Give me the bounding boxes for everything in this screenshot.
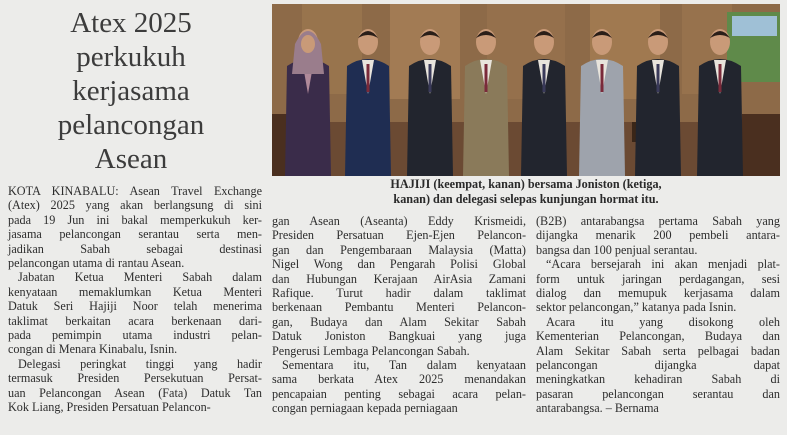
- article-line: pelancongan dijangka dapat: [536, 358, 780, 373]
- article-line: berkenaan Pembantu Menteri Pelancon-: [272, 300, 526, 315]
- article-line: pada 19 Jun ini bakal memperkukuh ker-: [8, 212, 262, 227]
- article-line: sama berkata Atex 2025 menandakan: [272, 372, 526, 387]
- article-line: Pengerusi Lembaga Pelancongan Sabah.: [272, 343, 470, 358]
- article-line: Kementerian Pelancongan, Budaya dan: [536, 329, 780, 344]
- article-line: uan Pelancongan Asean (Fata) Datuk Tan: [8, 385, 262, 400]
- article-line: kenyataan memaklumkan Ketua Menteri: [8, 284, 262, 299]
- article-line: bangsa dan 100 penjual serantau.: [536, 242, 698, 257]
- article-line: dijangka menarik 200 pembeli antara-: [536, 228, 780, 243]
- caption-line: HAJIJI (keempat, kanan) bersama Joniston (ketiga,: [390, 177, 662, 191]
- article-paragraph: [8, 357, 262, 415]
- article-line: Acara itu yang disokong oleh: [546, 314, 780, 329]
- article-line: KOTA KINABALU: Asean Travel Exchange: [8, 184, 262, 198]
- article-paragraph: [536, 315, 780, 416]
- article-line: termasuk Presiden Persekutuan Persat-: [8, 371, 262, 386]
- article-line: gan Asean (Aseanta) Eddy Krismeidi,: [272, 214, 526, 228]
- article-line: “Acara bersejarah ini akan menjadi plat-: [546, 257, 780, 272]
- article-line: (Atex) 2025 yang akan berlangsung di sini: [8, 198, 262, 213]
- article-line: congan perniagaan kepada perniagaan: [272, 401, 458, 416]
- article-line: Nigel Wong dan Pengarah Polisi Global: [272, 257, 526, 272]
- article-line: form untuk jaringan perdagangan, sesi: [536, 271, 780, 286]
- article-line: meningkatkan kehadiran Sabah di: [536, 372, 780, 387]
- article-line: dan Hubungan Kerajaan AirAsia Zamani: [272, 271, 526, 286]
- article-line: Kok Liang, Presiden Persatuan Pelancon-: [8, 400, 211, 415]
- article-line: pencapaian penting sebagai acara pelan-: [272, 386, 526, 401]
- photo-caption: [272, 177, 780, 207]
- article-line: jadikan Sabah sebagai destinasi: [8, 241, 262, 256]
- news-photo: [272, 4, 780, 176]
- headline-line: kerjasama: [72, 75, 190, 107]
- article-paragraph: [8, 270, 262, 356]
- article-line: Sementara itu, Tan dalam kenyataan: [282, 358, 526, 373]
- headline-line: Asean: [94, 143, 168, 175]
- article-line: Alam Sekitar Sabah serta pelbagai badan: [536, 343, 780, 358]
- article-paragraph: [536, 257, 780, 315]
- article-line: Presiden Persatuan Ejen-Ejen Pelancon-: [272, 228, 526, 243]
- article-line: Jabatan Ketua Menteri Sabah dalam: [18, 270, 262, 285]
- article-line: taklimat berkaitan acara berkenaan dari-: [8, 313, 262, 328]
- article-line: pasaran pelancongan serantau dan: [536, 386, 780, 401]
- article-line: Rafique. Turut hadir dalam taklimat: [272, 286, 526, 301]
- article-line: dialog dan memupuk kerjasama dalam: [536, 286, 780, 301]
- article-paragraph: [272, 358, 526, 416]
- article-line: gan, Budaya dan Alam Sekitar Sabah: [272, 314, 526, 329]
- article-column-3: [536, 214, 780, 416]
- article-line: congan di Menara Kinabalu, Isnin.: [8, 342, 178, 357]
- window-sky: [732, 16, 777, 36]
- article-line: (B2B) antarabangsa pertama Sabah yang: [536, 214, 780, 228]
- article-line: jasama pelancongan serantau serta men-: [8, 227, 262, 242]
- delegation-photo: [272, 4, 780, 176]
- article-line: pelancongan utama di rantau Asean.: [8, 256, 185, 271]
- article-paragraph: [272, 214, 526, 358]
- article-line: Datuk Seri Hajiji Noor telah menerima: [8, 299, 262, 314]
- headline-line: Atex 2025: [70, 7, 192, 39]
- article-line: Delegasi peringkat tinggi yang hadir: [18, 356, 262, 371]
- article-line: sektor pelancongan,” katanya pada Isnin.: [536, 300, 737, 315]
- headline: [0, 6, 262, 176]
- article-column-2: [272, 214, 526, 416]
- article-line: gan dan Pengembaraan Malaysia (Matta): [272, 242, 526, 257]
- article-column-1: [8, 184, 262, 415]
- headline-line: pelancongan: [57, 109, 205, 141]
- article-paragraph: [8, 184, 262, 270]
- article-line: antarabangsa. – Bernama: [536, 401, 659, 416]
- article-line: pada pemimpin utama industri pelan-: [8, 328, 262, 343]
- article-line: Datuk Joniston Bangkuai yang juga: [272, 329, 526, 344]
- caption-line: kanan) dan delegasi selepas kunjungan hormat itu.: [393, 192, 659, 206]
- headline-line: perkukuh: [76, 41, 186, 73]
- article-paragraph: [536, 214, 780, 257]
